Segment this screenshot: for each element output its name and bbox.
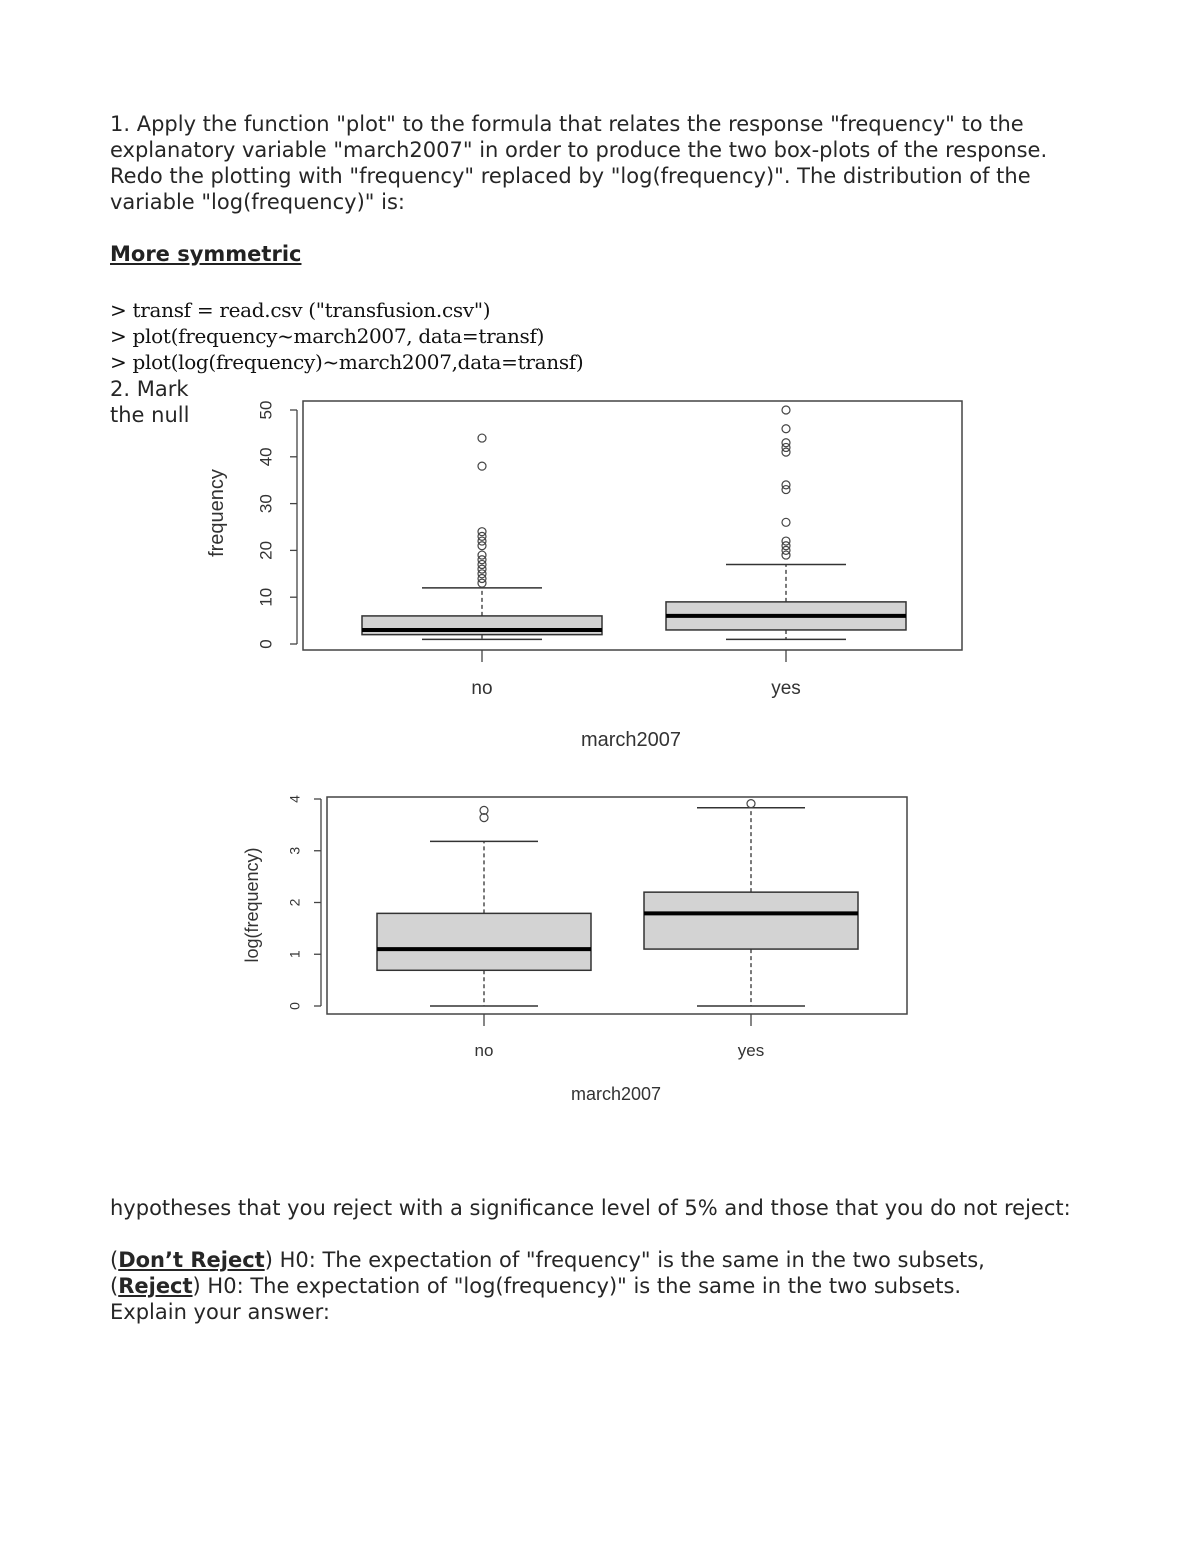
outlier-point [478,542,486,550]
log-frequency-boxplot-chart [230,785,930,1110]
y-axis-label: frequency [206,469,228,557]
y-tick-label: 10 [256,587,276,607]
outlier-point [478,434,486,442]
outlier-point [782,425,790,433]
y-tick-label: 50 [256,400,276,420]
frequency-boxplot-chart [195,388,985,760]
outlier-point [782,546,790,554]
question-1-text: 1. Apply the function "plot" to the formula that relates the response "frequency" to the explanatory variable "march2007" in order to produce the two box-plots of the response. Redo the plotting with "frequency" replaced by "log(frequency)". The distribution of the variable "log(frequency)" is: [110,112,1048,214]
hypothesis-1-text: H0: The expectation of "frequency" is the same in the two subsets, [272,1248,985,1272]
hypothesis-2-answer: Reject [118,1274,193,1298]
outlier-point [782,551,790,559]
question-2-fragment-2: the null [110,403,190,427]
y-axis-label: log(frequency) [242,847,262,963]
x-tick-label: no [471,678,493,699]
outlier-point [478,528,486,536]
outlier-point [478,532,486,540]
code-line-1: > transf = read.csv ("transfusion.csv") [110,298,491,322]
outlier-point [478,570,486,578]
outlier-point [747,800,755,808]
outlier-point [478,556,486,564]
outlier-point [478,565,486,573]
hypothesis-1: (Don’t Reject) H0: The expectation of "frequency" is the same in the two subsets, [110,1248,985,1272]
x-axis-label: march2007 [580,729,682,751]
y-tick-label: 30 [256,494,276,514]
outlier-point [478,574,486,582]
outlier-point [782,486,790,494]
hypothesis-1-answer: Don’t Reject [118,1248,265,1272]
x-tick-label: yes [737,1041,765,1060]
box-no [377,913,591,970]
outlier-point [782,481,790,489]
outlier-point [782,518,790,526]
y-tick-label: 1 [286,950,303,959]
code-line-3: > plot(log(frequency)~march2007,data=transf) [110,350,584,374]
x-tick-label: yes [771,678,801,699]
outlier-point [782,406,790,414]
y-tick-label: 2 [286,898,303,907]
outlier-point [478,551,486,559]
y-tick-label: 3 [286,846,303,855]
question-1-answer: More symmetric [110,242,302,266]
outlier-point [782,448,790,456]
code-line-2: > plot(frequency~march2007, data=transf) [110,324,545,348]
outlier-point [478,560,486,568]
x-tick-label: no [474,1041,494,1060]
box-yes [644,892,858,949]
y-tick-label: 20 [256,540,276,560]
outlier-point [478,579,486,587]
y-tick-label: 0 [286,1002,303,1010]
y-tick-label: 4 [286,795,303,803]
outlier-point [782,537,790,545]
outlier-point [782,439,790,447]
hypothesis-2-text: H0: The expectation of "log(frequency)" is the same in the two subsets. [200,1274,962,1298]
outlier-point [782,443,790,451]
question-2-fragment-1: 2. Mark [110,377,189,401]
y-tick-label: 40 [256,447,276,467]
outlier-point [478,462,486,470]
x-axis-label: march2007 [570,1084,662,1104]
question-2-continuation: hypotheses that you reject with a significance level of 5% and those that you do not reject: [110,1196,1071,1220]
explain-prompt: Explain your answer: [110,1300,330,1324]
outlier-point [782,542,790,550]
y-tick-label: 0 [256,639,276,649]
hypothesis-2: (Reject) H0: The expectation of "log(frequency)" is the same in the two subsets. [110,1274,962,1298]
outlier-point [478,537,486,545]
